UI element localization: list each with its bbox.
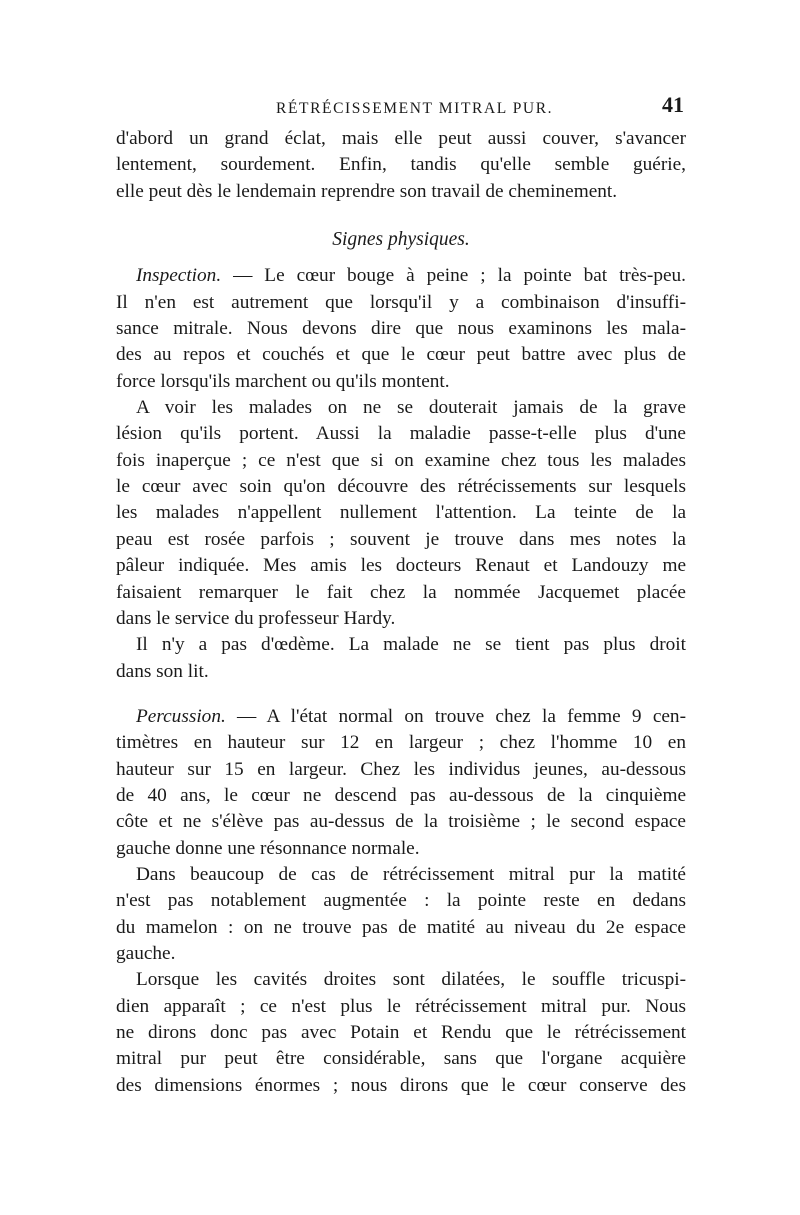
text-line: des au repos et couchés et que le cœur peut battre avec plus de <box>116 344 686 366</box>
text-line: ne dirons donc pas avec Potain et Rendu que le rétrécissement <box>116 1022 686 1043</box>
paragraph-observation <box>116 395 686 632</box>
section-heading: Signes physiques. <box>332 229 470 251</box>
paragraph-percussion <box>116 704 686 862</box>
text-line: faisaient remarquer le fait chez la nommée Jacquemet placée <box>116 581 686 603</box>
text-line: Lorsque les cavités droites sont dilatées, le souffle tricuspi- <box>136 969 686 991</box>
text-line: hauteur sur 15 en largeur. Chez les individus jeunes, au-dessous <box>116 758 686 780</box>
text-line: fois inaperçue ; ce n'est que si on examine chez tous les malades <box>116 449 686 471</box>
book-page <box>116 92 686 1099</box>
text-line: du mamelon : on ne trouve pas de matité au niveau du 2e espace <box>116 916 686 938</box>
text-line <box>116 704 686 730</box>
paragraph-matite <box>116 862 686 967</box>
text-line: Il n'en est autrement que lorsqu'il y a combinaison d'insuffi- <box>116 291 686 313</box>
percussion-label: Percussion. <box>136 705 226 727</box>
text-line: d'abord un grand éclat, mais elle peut aussi couver, s'avancer <box>116 128 686 149</box>
running-head <box>116 92 686 126</box>
text-line: le cœur avec soin qu'on découvre des rétrécissements sur lesquels <box>116 476 686 498</box>
text-line: les malades n'appellent nullement l'attention. La teinte de la <box>116 502 686 524</box>
text-line: elle peut dès le lendemain reprendre son travail de cheminement. <box>116 180 618 202</box>
text-line: lentement, sourdement. Enfin, tandis qu'elle semble guérie, <box>116 154 686 176</box>
text-line: peau est rosée parfois ; souvent je trouve dans mes notes la <box>116 528 686 550</box>
text-line: des dimensions énormes ; nous dirons que le cœur conserve des <box>116 1074 686 1096</box>
paragraph-gap <box>116 685 686 704</box>
text-line: sance mitrale. Nous devons dire que nous examinons les mala- <box>116 318 686 340</box>
text-line: n'est pas notablement augmentée : la pointe reste en dedans <box>116 890 686 912</box>
text-line: force lorsqu'ils marchent ou qu'ils montent. <box>116 370 450 392</box>
text-line: lésion qu'ils portent. Aussi la maladie passe-t-elle plus d'une <box>116 423 686 445</box>
text-line: dien apparaît ; ce n'est plus le rétrécissement mitral pur. Nous <box>116 995 686 1017</box>
paragraph-inspection <box>116 263 686 395</box>
text-line: mitral pur peut être considérable, sans que l'organe acquière <box>116 1048 686 1070</box>
text-line: côte et ne s'élève pas au-dessus de la troisième ; le second espace <box>116 811 686 833</box>
text-line: timètres en hauteur sur 12 en largeur ; chez l'homme 10 en <box>116 732 686 754</box>
text-run: — A l'état normal on trouve chez la femme 9 cen- <box>225 705 686 727</box>
running-title: RÉTRÉCISSEMENT MITRAL PUR. <box>276 100 554 117</box>
text-line: dans son lit. <box>116 660 209 682</box>
text-line: A voir les malades on ne se douterait jamais de la grave <box>136 397 686 419</box>
page-number: 41 <box>662 92 684 117</box>
paragraph-continuation <box>116 126 686 205</box>
text-line: de 40 ans, le cœur ne descend pas au-dessous de la cinquième <box>116 784 686 806</box>
text-line: gauche donne une résonnance normale. <box>116 837 420 859</box>
text-line: Il n'y a pas d'œdème. La malade ne se tient pas plus droit <box>136 634 686 656</box>
text-run: — Le cœur bouge à peine ; la pointe bat très-peu. <box>221 265 686 287</box>
text-line: dans le service du professeur Hardy. <box>116 607 396 629</box>
paragraph-cavites <box>116 967 686 1099</box>
inspection-label: Inspection. <box>136 265 222 287</box>
paragraph-oedema <box>116 632 686 685</box>
text-line <box>116 263 686 289</box>
text-line: Dans beaucoup de cas de rétrécissement mitral pur la matité <box>136 863 686 885</box>
text-line: pâleur indiquée. Mes amis les docteurs Renaut et Landouzy me <box>116 555 686 577</box>
text-line: gauche. <box>116 942 176 964</box>
